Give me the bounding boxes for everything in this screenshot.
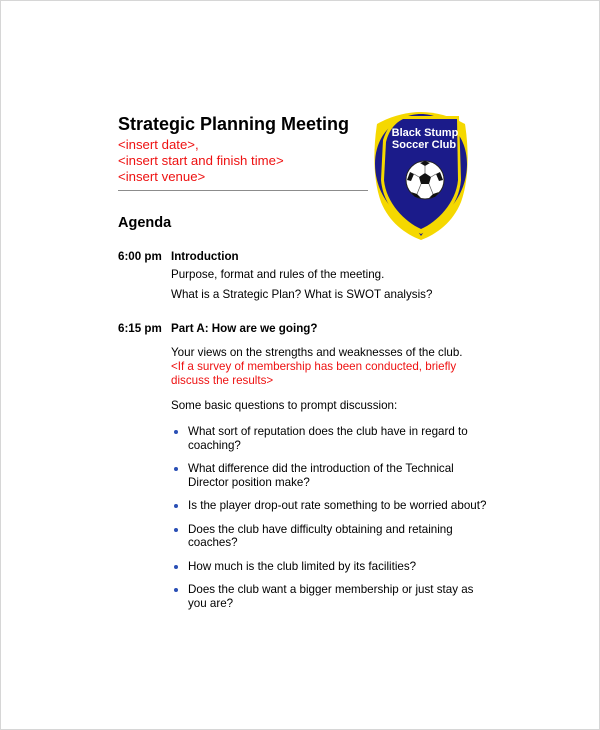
survey-note-line2: discuss the results> — [171, 374, 274, 387]
bullet-icon — [174, 467, 178, 471]
agenda-time-2: 6:15 pm — [118, 322, 162, 335]
bullet-icon — [174, 430, 178, 434]
question-text: How much is the club limited by its facilities? — [188, 559, 417, 573]
agenda-time-1: 6:00 pm — [118, 250, 162, 263]
question-text: Does the club have difficulty obtaining and retaining coaches? — [188, 522, 453, 549]
agenda-line-1a: Purpose, format and rules of the meeting. — [171, 268, 385, 281]
time-placeholder: <insert start and finish time> — [118, 153, 284, 168]
date-placeholder: <insert date>, — [118, 137, 199, 152]
list-item — [171, 560, 491, 574]
bullet-icon — [174, 588, 178, 592]
discussion-prompt: Some basic questions to prompt discussion: — [171, 399, 398, 412]
header-divider — [118, 190, 368, 191]
question-text: Does the club want a bigger membership or just stay as you are? — [188, 583, 474, 610]
bullet-icon — [174, 565, 178, 569]
agenda-title-1: Introduction — [171, 250, 239, 263]
list-item — [171, 523, 491, 550]
soccer-ball-icon — [406, 161, 444, 199]
club-crest-logo — [373, 110, 469, 242]
list-item — [171, 499, 491, 513]
question-text: Is the player drop-out rate something to be worried about? — [188, 499, 487, 512]
list-item — [171, 462, 491, 489]
discussion-questions — [171, 425, 491, 620]
venue-placeholder: <insert venue> — [118, 169, 206, 184]
bullet-icon — [174, 504, 178, 508]
list-item — [171, 425, 491, 452]
question-text: What sort of reputation does the club have in regard to coaching? — [188, 425, 468, 452]
agenda-heading: Agenda — [118, 215, 172, 231]
bullet-icon — [174, 528, 178, 532]
survey-note-line1: <If a survey of membership has been conducted, briefly — [171, 360, 457, 373]
crest-text-line1: Black Stump — [391, 127, 459, 139]
agenda-line-1b: What is a Strategic Plan? What is SWOT analysis? — [171, 288, 433, 301]
agenda-intro-2: Your views on the strengths and weaknesses of the club. — [171, 346, 463, 359]
list-item — [171, 583, 491, 610]
crest-text-line2: Soccer Club — [391, 139, 457, 151]
question-text: What difference did the introduction of the Technical Director position make? — [188, 462, 454, 489]
document-title: Strategic Planning Meeting — [118, 114, 350, 134]
agenda-title-2: Part A: How are we going? — [171, 322, 318, 335]
